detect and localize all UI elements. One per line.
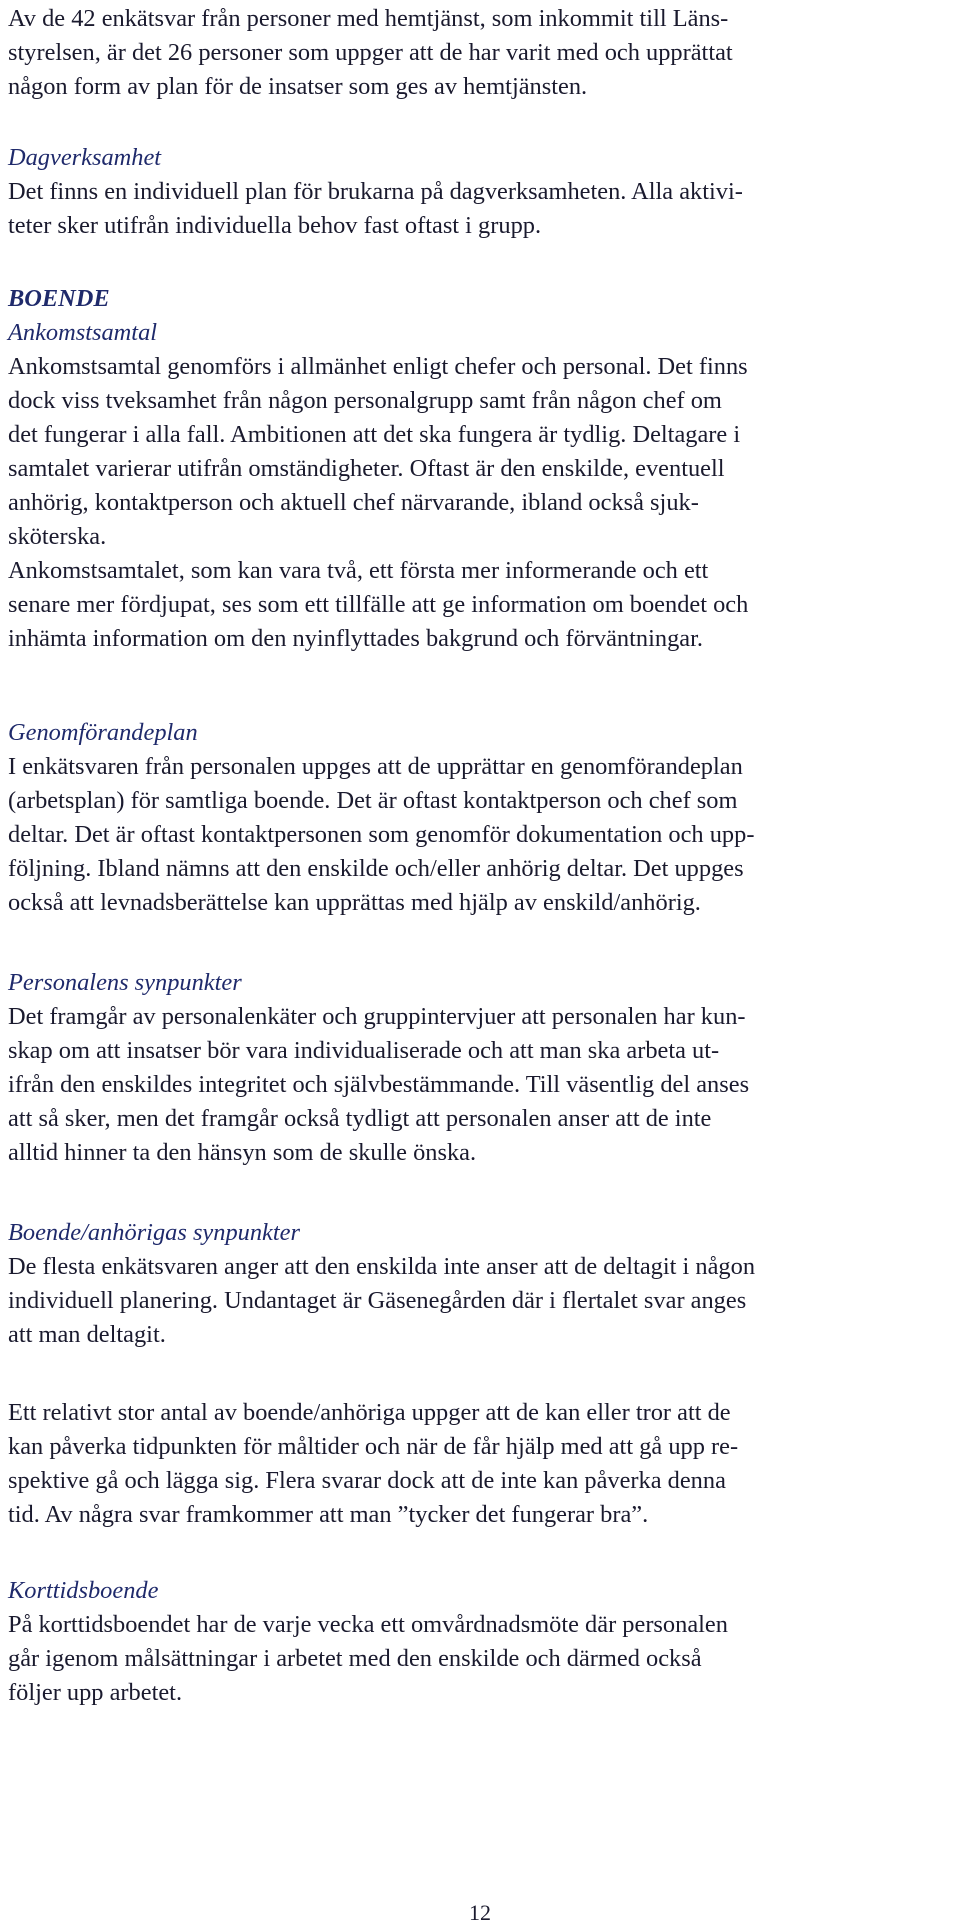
personalens-synpunkter-section xyxy=(8,966,749,1170)
dagverksamhet-section xyxy=(8,141,743,243)
section-heading: Dagverksamhet xyxy=(8,144,162,171)
section-heading: Korttidsboende xyxy=(8,1577,159,1604)
boende-section xyxy=(8,282,748,656)
text-line: anhörig, kontaktperson och aktuell chef närvarande, ibland också sjuk- xyxy=(8,489,699,516)
text-line: inhämta information om den nyinflyttades bakgrund och förväntningar. xyxy=(8,625,703,652)
text-line: går igenom målsättningar i arbetet med den enskilde och därmed också xyxy=(8,1645,702,1672)
main-heading: BOENDE xyxy=(8,285,110,312)
section-heading: Ankomstsamtal xyxy=(8,319,158,346)
text-line: (arbetsplan) för samtliga boende. Det är oftast kontaktperson och chef som xyxy=(8,787,738,814)
text-line: följer upp arbetet. xyxy=(8,1679,183,1706)
anhorigas-paragraph-2 xyxy=(8,1396,738,1532)
text-line: kan påverka tidpunkten för måltider och när de får hjälp med att gå upp re- xyxy=(8,1433,739,1460)
text-line: Det framgår av personalenkäter och gruppintervjuer att personalen har kun- xyxy=(8,1003,746,1030)
text-line: senare mer fördjupat, ses som ett tillfälle att ge information om boendet och xyxy=(8,591,749,618)
text-line: Ett relativt stor antal av boende/anhöriga uppger att de kan eller tror att de xyxy=(8,1399,731,1426)
section-heading: Personalens synpunkter xyxy=(8,969,242,996)
korttidsboende-section xyxy=(8,1574,728,1710)
genomforandeplan-section xyxy=(8,716,754,920)
text-line: tid. Av några svar framkommer att man ”tycker det fungerar bra”. xyxy=(8,1501,649,1528)
text-line: att man deltagit. xyxy=(8,1321,166,1348)
text-line: också att levnadsberättelse kan upprättas med hjälp av enskild/anhörig. xyxy=(8,889,701,916)
text-line: någon form av plan för de insatser som ges av hemtjänsten. xyxy=(8,73,588,100)
text-line: spektive gå och lägga sig. Flera svarar dock att de inte kan påverka denna xyxy=(8,1467,726,1494)
text-line: följning. Ibland nämns att den enskilde och/eller anhörig deltar. Det uppges xyxy=(8,855,744,882)
section-heading: Genomförandeplan xyxy=(8,719,198,746)
section-heading: Boende/anhörigas synpunkter xyxy=(8,1219,300,1246)
text-line: Det finns en individuell plan för brukarna på dagverksamheten. Alla aktivi- xyxy=(8,178,743,205)
anhorigas-synpunkter-section xyxy=(8,1216,755,1352)
text-line: teter sker utifrån individuella behov fast oftast i grupp. xyxy=(8,212,542,239)
text-line: dock viss tveksamhet från någon personalgrupp samt från någon chef om xyxy=(8,387,722,414)
text-line: På korttidsboendet har de varje vecka ett omvårdnadsmöte där personalen xyxy=(8,1611,728,1638)
text-line: det fungerar i alla fall. Ambitionen att det ska fungera är tydlig. Deltagare i xyxy=(8,421,741,448)
text-line: De flesta enkätsvaren anger att den enskilda inte anser att de deltagit i någon xyxy=(8,1253,756,1280)
text-line: att så sker, men det framgår också tydligt att personalen anser att de inte xyxy=(8,1105,712,1132)
text-line: alltid hinner ta den hänsyn som de skulle önska. xyxy=(8,1139,477,1166)
intro-paragraph xyxy=(8,2,733,104)
text-line: I enkätsvaren från personalen uppges att de upprättar en genomförandeplan xyxy=(8,753,743,780)
text-line: individuell planering. Undantaget är Gäsenegården där i flertalet svar anges xyxy=(8,1287,747,1314)
text-line: samtalet varierar utifrån omständigheter. Oftast är den enskilde, eventuell xyxy=(8,455,725,482)
text-line: styrelsen, är det 26 personer som uppger att de har varit med och upprättat xyxy=(8,39,733,66)
page-number: 12 xyxy=(469,1900,491,1925)
text-line: deltar. Det är oftast kontaktpersonen som genomför dokumentation och upp- xyxy=(8,821,755,848)
text-line: ifrån den enskildes integritet och självbestämmande. Till väsentlig del anses xyxy=(8,1071,750,1098)
text-line: sköterska. xyxy=(8,523,107,550)
text-line: skap om att insatser bör vara individualiserade och att man ska arbeta ut- xyxy=(8,1037,720,1064)
text-line: Ankomstsamtal genomförs i allmänhet enligt chefer och personal. Det finns xyxy=(8,353,748,380)
text-line: Av de 42 enkätsvar från personer med hemtjänst, som inkommit till Läns- xyxy=(8,5,729,32)
text-line: Ankomstsamtalet, som kan vara två, ett första mer informerande och ett xyxy=(8,557,709,584)
